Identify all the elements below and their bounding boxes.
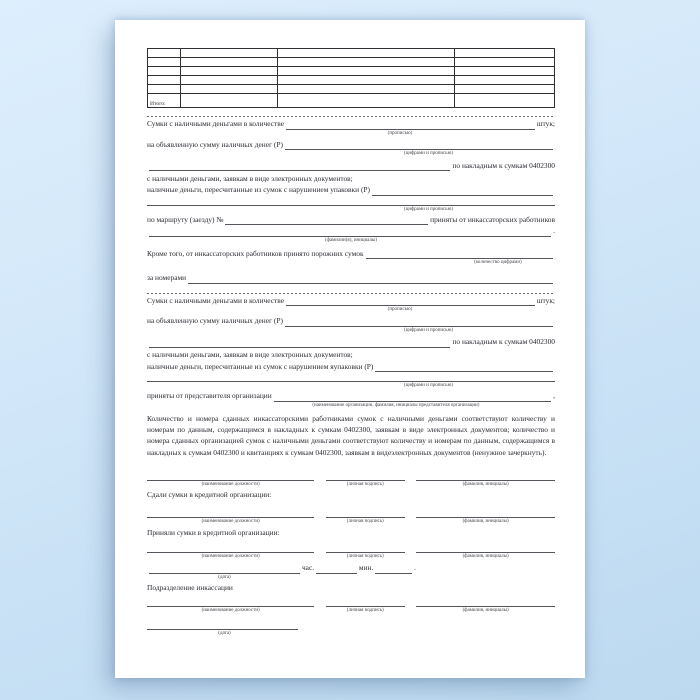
signature-lines-row (147, 544, 555, 553)
blank-full-line (147, 372, 555, 382)
electronic-docs-line-1 (147, 174, 555, 185)
sdali-line (147, 490, 555, 501)
line-end-comma: , (553, 391, 555, 400)
electronic-docs-label: с наличными деньгами, заявкам в виде электронных документов; (147, 173, 353, 183)
signature-blank (147, 509, 314, 518)
table-row (148, 67, 555, 76)
caption-podpis: (личная подпись) (346, 554, 384, 560)
signature-captions-row (147, 481, 555, 489)
table-row (148, 76, 555, 85)
blank-line (188, 276, 553, 284)
caption-familiya: (фамилия, инициалы) (462, 554, 509, 560)
caption-propisyu: (прописью) (387, 307, 413, 312)
signature-blank (326, 598, 406, 607)
podrazdelenie-line (147, 583, 555, 594)
signature-blank (147, 472, 314, 481)
nakladnym-line-1 (147, 161, 555, 172)
bags-count-label: Сумки с наличными деньгами в количестве (147, 295, 284, 305)
prinyali-label: Приняли сумки в кредитной организации: (147, 527, 280, 537)
dashed-separator (147, 293, 555, 294)
recounted-line-1 (147, 185, 555, 196)
blank-full-line (147, 196, 555, 206)
caption-cifra-propis: (цифрами и прописью) (404, 151, 453, 156)
table-row (148, 49, 555, 58)
declared-sum-label: на объявленную сумму наличных денег (Р) (147, 139, 283, 149)
podrazdelenie-label: Подразделение инкассации (147, 582, 233, 592)
blank-line (316, 566, 357, 574)
bags-count-line-1 (147, 119, 555, 130)
signature-blank (147, 598, 314, 607)
recounted-label: наличные деньги, пересчитанные из сумок с нарушением упаковки (Р) (147, 185, 370, 194)
caption-podpis: (личная подпись) (346, 482, 384, 488)
caption-familiya: (фамилия, инициалы) (462, 608, 509, 614)
bags-count-line-2 (147, 296, 555, 307)
bags-unit-label: штук; (536, 295, 555, 305)
declared-sum-line-2 (147, 316, 555, 327)
line-end-dot: . (414, 563, 416, 573)
blank-line (149, 229, 551, 237)
recounted-line-2 (147, 362, 555, 373)
blank-line (285, 142, 553, 150)
caption-familii: (фамилии(я), инициалы) (324, 237, 378, 243)
accepted-from-collectors-label: приняты от инкассаторских работников (430, 214, 555, 224)
caption-familiya: (фамилия, инициалы) (462, 482, 509, 488)
bags-unit-label: штук; (536, 119, 555, 128)
signature-captions-row (147, 607, 555, 615)
caption-kolichestvo: (количество цифрами) (474, 260, 522, 265)
signature-blank (326, 509, 406, 518)
signature-blank (416, 544, 555, 553)
blank-line (372, 188, 553, 196)
caption-org-details: (наименование организации, фамилия, инициалы представителя организации) (312, 402, 480, 408)
caption-cifra-propis: (цифрами и прописью) (404, 206, 453, 212)
nakladnym-label: по накладным к сумкам 0402300 (452, 337, 555, 346)
nakladnym-label: по накладным к сумкам 0402300 (452, 160, 555, 170)
blank-line (149, 163, 450, 171)
caption-podpis: (личная подпись) (346, 608, 384, 614)
blank-line (149, 566, 300, 574)
declared-sum-label: на объявленную сумму наличных денег (Р) (147, 316, 283, 325)
confirmation-paragraph: Количество и номера сданных инкассаторскими работниками сумок с наличными деньгами соответствуют количеству и номерам по данным, содержащимся в накладных к сумкам 0402300, заявкам в виде электронных документов; количество и номера сданных организацией сумок с наличными деньгами соответствуют количеству и номерам по данным, содержащимся в накладных к сумкам 0402300 и квитанциях к сумкам 0402300, заявкам в видеэлектронных документов (ненужное зачеркнуть). (147, 413, 555, 457)
blank-line (285, 319, 553, 327)
table-row (148, 58, 555, 67)
caption-dolzhnost: (наименование должности) (201, 608, 260, 614)
minutes-label: мин. (358, 563, 374, 573)
recounted-label: наличные деньги, пересчитанные из сумок с нарушением яупаковки (Р) (147, 361, 374, 371)
blank-line (375, 566, 412, 574)
signature-blank (416, 472, 555, 481)
table-row (148, 85, 555, 94)
blank-line (375, 364, 553, 372)
org-representative-line (147, 391, 555, 402)
bags-count-label: Сумки с наличными деньгами в количестве (147, 119, 284, 128)
prinyali-line (147, 528, 555, 539)
blank-line (274, 394, 551, 402)
caption-familiya: (фамилия, инициалы) (462, 518, 509, 524)
signature-blank (147, 544, 314, 553)
blank-line (225, 217, 428, 225)
time-line (147, 563, 555, 574)
empty-bags-line (147, 249, 555, 260)
electronic-docs-line-2 (147, 350, 555, 361)
signature-blank (416, 598, 555, 607)
caption-data: (дата) (218, 631, 231, 637)
signature-blank (416, 509, 555, 518)
signature-lines-row (147, 509, 555, 518)
caption-dolzhnost: (наименование должности) (201, 518, 260, 524)
blank-line (366, 251, 553, 259)
za-nomerami-line (147, 273, 555, 284)
document-page (115, 20, 585, 678)
declared-sum-line-1 (147, 140, 555, 151)
dashed-separator (147, 116, 555, 117)
caption-data: (дата) (218, 574, 231, 580)
caption-podpis: (личная подпись) (346, 518, 384, 524)
sdali-label: Сдали сумки в кредитной организации: (147, 490, 272, 500)
caption-dolzhnost: (наименование должности) (201, 554, 260, 560)
table-row-total (148, 94, 555, 108)
collectors-names-line (147, 226, 555, 237)
blank-line (149, 340, 450, 348)
caption-cifra-propis: (цифрами и прописью) (404, 327, 453, 333)
caption-dolzhnost: (наименование должности) (201, 482, 260, 488)
summary-table (147, 48, 555, 108)
blank-line (286, 298, 535, 306)
signature-blank (326, 544, 406, 553)
electronic-docs-label: с наличными деньгами, заявкам в виде электронных документов; (147, 350, 353, 359)
route-label: по маршруту (заезду) № (147, 214, 224, 224)
date-blank-line (147, 620, 298, 630)
nakladnym-line-2 (147, 337, 555, 348)
caption-cifra-propis: (цифрами и прописью) (404, 383, 453, 388)
blank-line (286, 122, 535, 130)
empty-bags-label: Кроме того, от инкассаторских работников принято порожних сумок (147, 248, 364, 258)
signature-lines-row (147, 472, 555, 481)
line-end-dot: . (553, 226, 555, 235)
signature-captions-row (147, 553, 555, 561)
hours-label: час. (301, 563, 315, 573)
signature-lines-row (147, 598, 555, 607)
route-line (147, 215, 555, 226)
za-nomerami-label: за номерами (147, 273, 187, 282)
total-label: Итого: (148, 94, 181, 108)
signature-blank (326, 472, 406, 481)
org-representative-label: приняты от представителя организации (147, 391, 272, 400)
caption-propisyu: (прописью) (387, 130, 413, 136)
signature-captions-row (147, 518, 555, 526)
